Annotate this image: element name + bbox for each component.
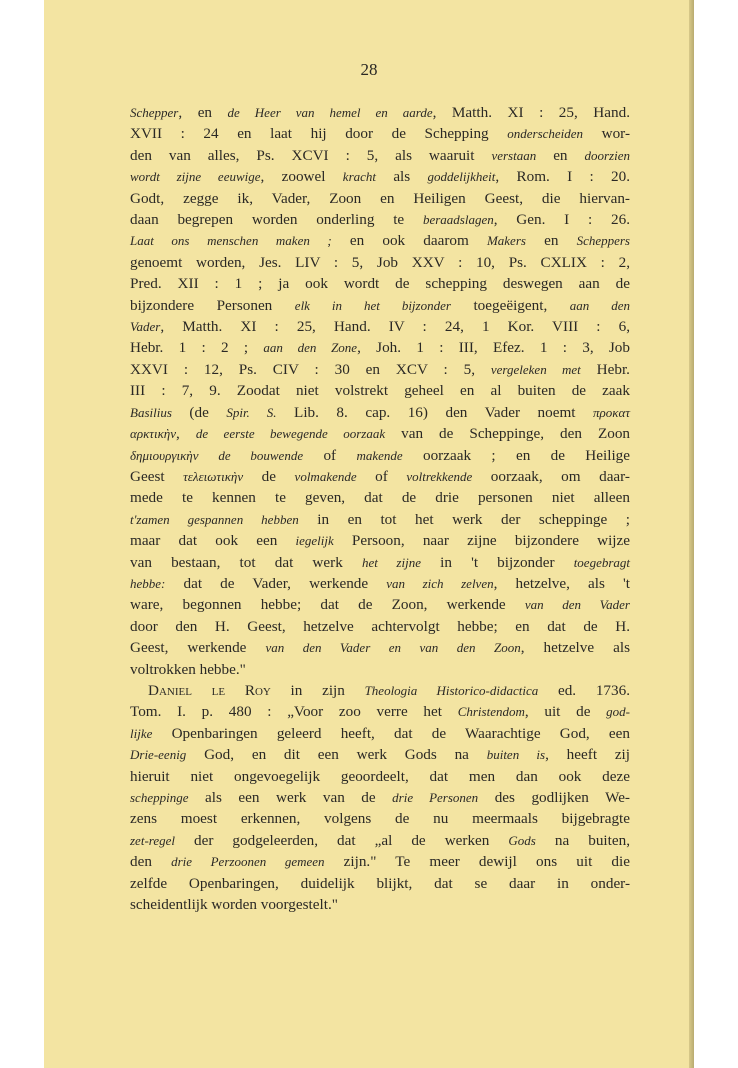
book-page [44, 0, 694, 1068]
text-run: hieruit niet ongevoegelijk geoordeelt, dat men dan ook deze [130, 767, 630, 785]
text-run: Geest, werkende [130, 639, 266, 657]
italic-run: τελειωτικὴν [183, 468, 244, 484]
text-run: , Matth. XI : 25, Hand. [432, 104, 631, 121]
text-run: Tom. I. p. 480 : „Voor zoo verre het [130, 703, 458, 721]
text-run: , [176, 425, 196, 443]
text-line [130, 252, 630, 273]
text-run: scheidentlijk worden voorgestelt." [130, 896, 338, 914]
text-run: de [243, 467, 295, 485]
text-run: en [525, 232, 577, 250]
text-run: zens moest erkennen, volgens de nu meermaals bijgebragte [130, 810, 630, 828]
text-run: Persoon, naar zijne bijzondere wijze [333, 532, 631, 550]
text-run: in en tot het werk der scheppinge ; [298, 510, 630, 528]
text-run: XVII : 24 en laat hij door de Schepping [130, 125, 508, 143]
italic-run: buiten is [486, 747, 546, 763]
text-run: in 't bijzonder [420, 553, 574, 571]
text-line [130, 487, 630, 508]
italic-run: drie Perzoonen gemeen [171, 854, 325, 870]
text-run: , en [178, 104, 228, 121]
text-line [130, 723, 630, 744]
text-run: ware, begonnen hebbe; dat de Zoon, werkende [130, 596, 525, 614]
text-line [130, 166, 630, 187]
italic-run: aan den Zone [263, 340, 358, 356]
text-run: den van alles, Ps. XCVI : 5, als waaruit [130, 146, 492, 164]
text-run: wor- [583, 125, 630, 143]
italic-run: Spir. S. [226, 404, 277, 420]
text-run: ed. 1736. [538, 681, 630, 699]
text-line [130, 637, 630, 658]
italic-run: voltrekkende [406, 468, 473, 484]
text-run: Godt, zegge ik, Vader, Zoon en Heiligen Geest, die hiervan- [130, 189, 630, 207]
italic-run: Makers [486, 233, 526, 249]
text-line [130, 744, 630, 765]
italic-run: zet-regel [130, 832, 175, 848]
italic-run: elk in het bijzonder [294, 297, 451, 313]
italic-run: aan den [569, 297, 630, 313]
text-line [130, 766, 630, 787]
text-run: God, en dit een werk Gods na [186, 746, 487, 764]
text-run: daan begrepen worden onderling te [130, 211, 423, 229]
text-line [130, 380, 630, 401]
italic-run: de eerste bewegende oorzaak [195, 426, 386, 442]
text-line [130, 445, 630, 466]
text-run: Pred. XII : 1 ; ja ook wordt de schepping deswegen aan de [130, 275, 630, 293]
text-line [130, 530, 630, 551]
text-line [130, 552, 630, 573]
text-run: Hebr. 1 : 2 ; [130, 339, 264, 357]
page-edge [689, 0, 694, 1068]
body-text [130, 102, 630, 915]
text-run: voltrokken hebbe." [130, 660, 246, 678]
italic-run: Schepper [130, 105, 179, 120]
text-line [130, 808, 630, 829]
text-run: , heeft zij [545, 746, 630, 764]
text-run: den [130, 853, 172, 871]
text-run: , uit de [524, 703, 607, 721]
text-run: oorzaak ; en de Heilige [402, 446, 631, 464]
text-run: Geest [130, 467, 184, 485]
text-line [130, 273, 630, 294]
italic-run: volmakende [294, 468, 357, 484]
text-line [130, 873, 630, 894]
italic-run: Gods [508, 832, 536, 848]
text-line [130, 466, 630, 487]
italic-run: doorzien [584, 147, 630, 163]
text-run: XXVI : 12, Ps. CIV : 30 en XCV : 5, [130, 360, 491, 378]
text-line [130, 337, 630, 358]
text-run: der godgeleerden, dat „al de werken [175, 831, 509, 849]
paragraph-2 [130, 680, 630, 915]
text-line [130, 230, 630, 251]
text-line [130, 573, 630, 594]
italic-run: iegelijk [295, 533, 334, 549]
text-run: zelfde Openbaringen, duidelijk blijkt, dat se daar in onder- [130, 874, 630, 892]
text-run: , Matth. XI : 25, Hand. IV : 24, 1 Kor. VIII : 6, [160, 318, 630, 336]
italic-run: scheppinge [130, 790, 189, 805]
text-run: dat de Vader, werkende [165, 574, 387, 592]
italic-run: Theologia Historico-didactica [364, 682, 539, 698]
text-run: of [356, 467, 407, 485]
text-run: zijn." Te meer dewijl ons uit die [324, 853, 630, 871]
italic-run: drie Personen [392, 790, 479, 805]
text-line [130, 316, 630, 337]
italic-run: onderscheiden [507, 126, 584, 142]
text-line [130, 787, 630, 808]
text-line [130, 423, 630, 444]
text-run: , hetzelve als [520, 639, 630, 657]
italic-run: hebbe: [130, 575, 166, 591]
italic-run: Drie-eenig [130, 747, 187, 763]
italic-run: Christendom [457, 704, 525, 720]
text-run: van de Scheppinge, den Zoon [385, 425, 631, 443]
text-run: III : 7, 9. Zoodat niet volstrekt geheel en al buiten de zaak [130, 382, 630, 400]
italic-run: van den Vader en van den Zoon [265, 640, 521, 656]
italic-run: kracht [342, 169, 377, 185]
text-line [130, 509, 630, 530]
text-run: des godlijken We- [478, 789, 630, 806]
italic-run: makende [356, 447, 403, 463]
text-run: , Rom. I : 20. [495, 168, 630, 186]
text-line [130, 680, 630, 701]
italic-run: Basilius [130, 404, 172, 420]
text-line [130, 701, 630, 722]
text-line [130, 851, 630, 872]
text-line [130, 295, 630, 316]
text-line [130, 209, 630, 230]
text-line [130, 894, 630, 915]
italic-run: lijke [130, 725, 153, 741]
text-run: na buiten, [535, 831, 631, 849]
italic-run: toegebragt [573, 554, 631, 570]
text-run: Openbaringen geleerd heeft, dat de Waarachtige God, een [152, 724, 630, 742]
italic-run: beraadslagen [422, 212, 494, 228]
text-run: in zijn [270, 681, 365, 699]
italic-run: αρκτικὴν [130, 426, 177, 442]
text-run: Lib. 8. cap. 16) den Vader noemt [276, 403, 594, 421]
text-run: oorzaak, om daar- [472, 467, 630, 485]
text-line [130, 145, 630, 166]
text-run: en [536, 146, 585, 164]
paragraph-1 [130, 102, 630, 680]
text-run: bijzondere Personen [130, 296, 295, 314]
text-line [130, 102, 630, 123]
text-run: , Joh. 1 : III, Efez. 1 : 3, Job [357, 339, 630, 357]
text-line [130, 830, 630, 851]
italic-run: verstaan [491, 147, 537, 163]
italic-run: Laat ons menschen maken ; [130, 233, 332, 249]
italic-run: goddelijkheit [427, 169, 496, 185]
text-run: (de [171, 403, 227, 421]
italic-run: vergeleken met [490, 361, 581, 377]
text-line [130, 402, 630, 423]
italic-run: het zijne [361, 554, 421, 570]
italic-run: van den Vader [524, 597, 630, 613]
text-run: maar dat ook een [130, 532, 296, 550]
text-run: Hebr. [580, 360, 630, 378]
text-run: genoemt worden, Jes. LIV : 5, Job XXV : 10, Ps. CXLIX : 2, [130, 253, 630, 271]
italic-run: t'zamen gespannen hebben [130, 511, 299, 527]
italic-run: de Heer van hemel en aarde [227, 105, 433, 120]
page-number: 28 [360, 60, 378, 79]
text-line [130, 659, 630, 680]
italic-run: wordt zijne eeuwige [130, 169, 261, 185]
text-run: of [303, 446, 357, 464]
italic-run: δημιουργικὴν de bouwende [130, 447, 304, 463]
text-run: van bestaan, tot dat werk [130, 553, 362, 571]
text-line [130, 123, 630, 144]
italic-run: god- [606, 704, 630, 720]
text-line [130, 594, 630, 615]
text-line [130, 188, 630, 209]
text-run: Daniel le Roy [148, 681, 271, 699]
text-line [130, 616, 630, 637]
text-run: mede te kennen te geven, dat de drie personen niet alleen [130, 489, 630, 507]
text-run: , Gen. I : 26. [493, 211, 630, 229]
text-run: als [376, 168, 428, 186]
text-run: , zoowel [260, 168, 343, 186]
text-run: toegeëigent, [450, 296, 570, 314]
italic-run: Vader [130, 319, 161, 335]
text-line [130, 359, 630, 380]
text-run: en ook daarom [331, 232, 487, 250]
text-run: door den H. Geest, hetzelve achtervolgt hebbe; en dat de H. [130, 617, 630, 635]
italic-run: Scheppers [576, 233, 630, 249]
text-run: , hetzelve, als 't [493, 574, 630, 592]
italic-run: προκατ [593, 404, 630, 420]
italic-run: van zich zelven [386, 575, 494, 591]
text-run: als een werk van de [188, 789, 393, 806]
